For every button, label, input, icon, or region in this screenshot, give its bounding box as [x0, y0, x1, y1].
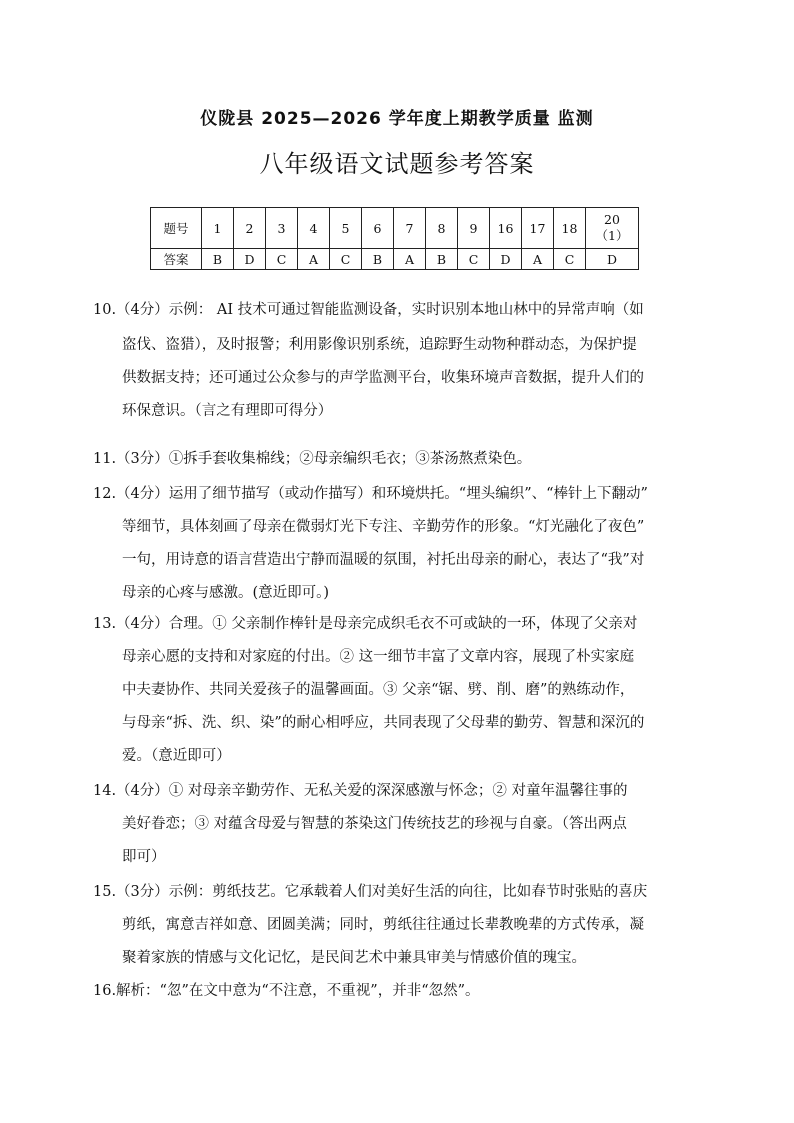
answer-line: 母亲心愿的支持和对家庭的付出。② 这一细节丰富了文章内容，展现了朴实家庭 [122, 649, 635, 665]
answer-item-15 [93, 876, 705, 975]
answer-item-11 [93, 446, 705, 472]
question-number-cell: 2 [234, 208, 266, 249]
answer-line: 11.（3分）①拆手套收集棉线；②母亲编织毛衣；③茶汤熬煮染色。 [93, 451, 532, 467]
question-number-cell: 7 [394, 208, 426, 249]
answer-cell: D [490, 249, 522, 270]
question-number-cell [586, 208, 639, 249]
answer-cell: C [266, 249, 298, 270]
question-number-cell: 5 [330, 208, 362, 249]
answer-table [150, 207, 639, 270]
answer-line: 爱。（意近即可） [122, 748, 231, 764]
question-number-cell: 18 [554, 208, 586, 249]
question-label-cell: 题号 [151, 208, 202, 249]
answer-line: 即可） [122, 849, 166, 865]
answer-cell: A [522, 249, 554, 270]
answer-item-13 [93, 608, 705, 773]
answer-cell: A [394, 249, 426, 270]
answer-line: 等细节，具体刻画了母亲在微弱灯光下专注、辛勤劳作的形象。“灯光融化了夜色” [122, 519, 645, 535]
answer-line: 10.（4分）示例： AI 技术可通过智能监测设备，实时识别本地山林中的异常声响（如 [93, 302, 644, 318]
answer-cell: D [234, 249, 266, 270]
answer-cell: D [586, 249, 639, 270]
question-number-top: 20 [604, 212, 620, 227]
answer-cell: B [202, 249, 234, 270]
answer-line: 中夫妻协作、共同关爱孩子的温馨画面。③ 父亲“锯、劈、削、磨”的熟练动作， [122, 682, 635, 698]
exam-header: 仪陇县 2025—2026 学年度上期教学质量 监测 [200, 109, 594, 129]
question-number-cell: 1 [202, 208, 234, 249]
answer-line: 13.（4分）合理。① 父亲制作棒针是母亲完成织毛衣不可或缺的一环，体现了父亲对 [93, 616, 638, 632]
answer-line: 供数据支持；还可通过公众参与的声学监测平台，收集环境声音数据，提升人们的 [122, 370, 644, 386]
answer-line: 15.（3分）示例：剪纸技艺。它承载着人们对美好生活的向往，比如春节时张贴的喜庆 [93, 884, 648, 900]
question-number-cell: 4 [298, 208, 330, 249]
answer-item-16 [93, 977, 705, 1005]
answer-cell: C [458, 249, 490, 270]
answer-cell: A [298, 249, 330, 270]
question-number-cell: 3 [266, 208, 298, 249]
answer-cell: B [362, 249, 394, 270]
answer-line: 一句，用诗意的语言营造出宁静而温暖的氛围，衬托出母亲的耐心，表达了“我”对 [122, 552, 645, 568]
answer-line: 聚着家族的情感与文化记忆，是民间艺术中兼具审美与情感价值的瑰宝。 [122, 950, 586, 966]
answer-cell: C [554, 249, 586, 270]
answer-line: 环保意识。（言之有理即可得分） [122, 403, 333, 419]
answer-label-cell: 答案 [151, 249, 202, 270]
answer-item-12 [93, 478, 705, 610]
question-number-cell: 6 [362, 208, 394, 249]
answer-line: 美好眷恋；③ 对蕴含母爱与智慧的茶染这门传统技艺的珍视与自豪。（答出两点 [122, 816, 627, 832]
answer-line: 盗伐、盗猎），及时报警；利用影像识别系统，追踪野生动物种群动态，为保护提 [122, 337, 637, 353]
question-number-cell: 17 [522, 208, 554, 249]
answer-cell: C [330, 249, 362, 270]
question-number-cell: 16 [490, 208, 522, 249]
answer-cell: B [426, 249, 458, 270]
question-number-cell: 8 [426, 208, 458, 249]
answer-item-10 [93, 292, 705, 428]
answer-line: 母亲的心疼与感激。(意近即可。) [122, 585, 330, 601]
answer-line: 剪纸，寓意吉祥如意、团圆美满；同时，剪纸往往通过长辈教晚辈的方式传承，凝 [122, 917, 644, 933]
question-number-cell: 9 [458, 208, 490, 249]
page-title: 八年级语文试题参考答案 [259, 150, 535, 178]
answer-line: 16.解析：“忽”在文中意为“不注意，不重视”，并非“忽然”。 [93, 983, 480, 999]
answer-line: 12.（4分）运用了细节描写（或动作描写）和环境烘托。“埋头编织”、“棒针上下翻动” [93, 486, 648, 502]
question-number-bottom: （1） [595, 228, 629, 243]
answer-line: 14.（4分）① 对母亲辛勤劳作、无私关爱的深深感激与怀念；② 对童年温馨往事的 [93, 783, 628, 799]
answer-item-14 [93, 775, 705, 874]
answer-line: 与母亲“拆、洗、织、染”的耐心相呼应，共同表现了父母辈的勤劳、智慧和深沉的 [122, 715, 645, 731]
